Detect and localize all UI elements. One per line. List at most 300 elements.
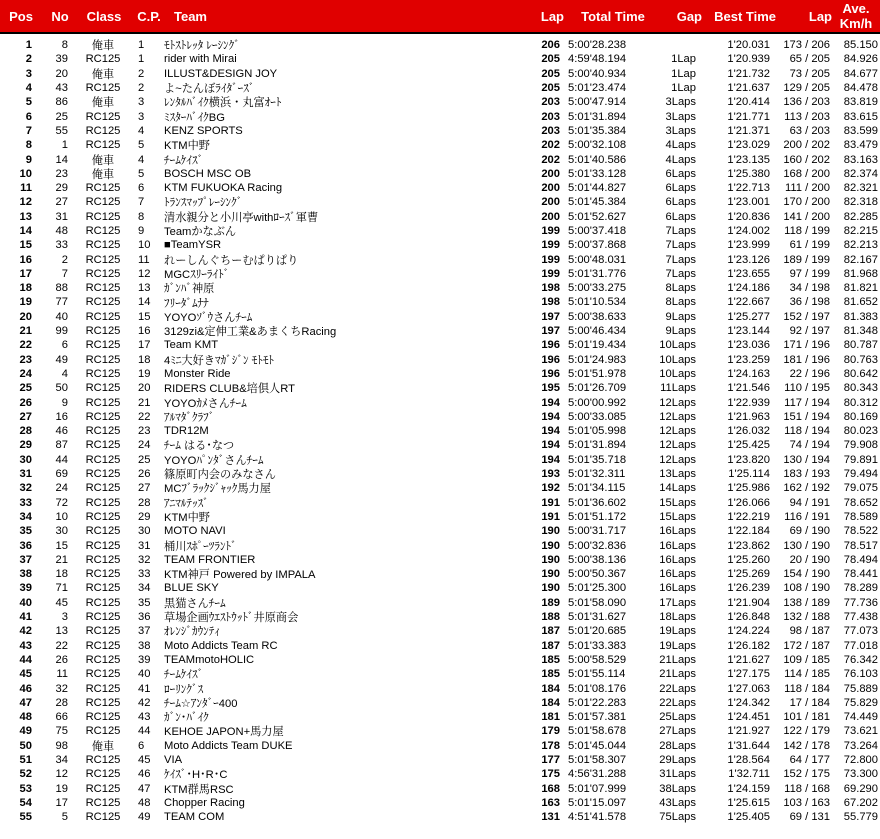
cell-best-lap: 36 / 198: [789, 296, 830, 309]
cell-pos: 44: [19, 653, 32, 666]
cell-best-lap: 170 / 200: [783, 196, 830, 209]
cell-gap: 12Laps: [659, 439, 696, 452]
cell-average: 82.374: [843, 167, 878, 180]
cell-cp: 45: [138, 753, 151, 766]
cell-gap: 16Laps: [659, 539, 696, 552]
cell-team: Moto Addicts Team RC: [164, 639, 278, 652]
cell-gap: 10Laps: [659, 367, 696, 380]
cell-cp: 5: [138, 139, 145, 152]
cell-pos: 3: [25, 67, 32, 80]
cell-team: れーしんぐちーむぱりぱり: [164, 254, 299, 267]
cell-cp: 31: [138, 539, 151, 552]
cell-total-time: 5:01'36.602: [568, 496, 627, 509]
cell-pos: 22: [19, 339, 32, 352]
cell-class: RC125: [85, 782, 121, 795]
cell-cp: 8: [138, 210, 145, 223]
cell-average: 78.589: [843, 510, 878, 523]
cell-best-lap: 113 / 203: [784, 110, 830, 123]
cell-total-time: 5:00'00.992: [568, 396, 627, 409]
cell-class: RC125: [85, 582, 121, 595]
cell-total-time: 5:00'28.238: [568, 39, 627, 52]
cell-gap: 27Laps: [659, 725, 696, 738]
cell-gap: 12Laps: [659, 425, 696, 438]
cell-cp: 23: [138, 425, 151, 438]
cell-lap: 194: [541, 425, 560, 438]
table-row: [0, 152, 880, 166]
cell-team: 清水親分と小川亭withﾛｰｽﾞ軍曹: [164, 211, 319, 224]
cell-average: 84.926: [843, 53, 878, 66]
cell-lap: 200: [541, 182, 560, 195]
cell-no: 31: [55, 210, 68, 223]
cell-total-time: 5:01'26.709: [568, 382, 627, 395]
header-ave-label: Ave.: [842, 1, 870, 16]
cell-best-lap: 103 / 163: [783, 796, 830, 809]
cell-cp: 19: [138, 367, 151, 380]
cell-total-time: 5:01'34.115: [568, 482, 626, 495]
cell-total-time: 5:00'50.367: [568, 568, 627, 581]
cell-average: 81.383: [843, 310, 878, 323]
cell-class: 俺車: [91, 40, 115, 53]
cell-no: 9: [61, 396, 68, 409]
cell-class: RC125: [85, 768, 121, 781]
cell-cp: 29: [138, 510, 151, 523]
cell-pos: 40: [19, 596, 32, 609]
table-row: [0, 567, 880, 581]
cell-best-time: 1'27.063: [727, 682, 770, 695]
cell-lap: 179: [541, 725, 560, 738]
table-row: [0, 81, 880, 95]
cell-no: 5: [61, 811, 68, 824]
cell-best-lap: 136 / 203: [783, 96, 830, 109]
cell-lap: 196: [541, 339, 560, 352]
cell-average: 78.652: [843, 496, 878, 509]
table-row: [0, 252, 880, 266]
cell-no: 4: [61, 367, 68, 380]
cell-cp: 40: [138, 668, 151, 681]
cell-team: YOYOｶﾒさんﾁｰﾑ: [164, 397, 247, 410]
table-row: [0, 281, 880, 295]
cell-lap: 197: [541, 325, 560, 338]
cell-best-time: 1'28.564: [727, 753, 770, 766]
cell-pos: 49: [19, 725, 32, 738]
cell-gap: 22Laps: [659, 682, 696, 695]
cell-best-lap: 168 / 200: [783, 167, 830, 180]
table-row: [0, 510, 880, 524]
cell-total-time: 5:00'40.934: [568, 67, 627, 80]
cell-no: 8: [61, 39, 68, 52]
cell-total-time: 5:00'32.836: [568, 539, 627, 552]
table-row: [0, 138, 880, 152]
cell-best-lap: 151 / 194: [783, 410, 830, 423]
cell-gap: 15Laps: [659, 496, 696, 509]
cell-cp: 20: [138, 382, 151, 395]
cell-team: YOYOﾊﾟﾝﾀﾞさんﾁｰﾑ: [164, 454, 264, 467]
cell-no: 55: [55, 124, 68, 137]
table-row: [0, 295, 880, 309]
cell-team: TDR12M: [164, 425, 209, 438]
cell-no: 20: [55, 67, 68, 80]
cell-no: 3: [61, 611, 68, 624]
cell-cp: 4: [138, 153, 145, 166]
cell-team: RIDERS CLUB&培倶人RT: [164, 383, 295, 396]
cell-average: 73.621: [843, 725, 878, 738]
cell-team: ﾁｰﾑ☆ｱﾝﾀﾞｰ400: [164, 697, 238, 710]
cell-total-time: 5:01'33.383: [568, 639, 627, 652]
header-class: Class: [86, 8, 122, 24]
cell-gap: 75Laps: [659, 811, 696, 824]
table-row: [0, 124, 880, 138]
cell-lap: 168: [541, 782, 560, 795]
cell-pos: 6: [25, 110, 32, 123]
cell-team: 草場企画ｳｴｽﾄｳｯﾄﾞ井原商会: [164, 612, 299, 625]
cell-no: 19: [55, 782, 68, 795]
cell-gap: 8Laps: [665, 282, 696, 295]
cell-cp: 5: [138, 167, 145, 180]
cell-pos: 48: [19, 711, 32, 724]
cell-lap: 205: [541, 82, 560, 95]
cell-best-time: 1'23.259: [727, 353, 770, 366]
cell-best-lap: 138 / 189: [783, 596, 830, 609]
cell-class: RC125: [85, 410, 121, 423]
cell-best-time: 1'31.644: [727, 739, 770, 752]
cell-total-time: 5:01'10.534: [568, 296, 627, 309]
cell-average: 73.264: [843, 739, 878, 752]
cell-team: ﾚﾝﾀﾙﾊﾞｲｸ横浜・丸富ｵｰﾄ: [164, 97, 282, 110]
cell-no: 14: [55, 153, 68, 166]
results-table-body: [0, 34, 880, 824]
cell-average: 79.908: [843, 439, 878, 452]
cell-average: 80.787: [843, 339, 878, 352]
cell-total-time: 5:00'32.108: [568, 139, 627, 152]
cell-gap: 1Lap: [671, 53, 696, 66]
cell-lap: 202: [541, 153, 560, 166]
cell-class: RC125: [85, 124, 121, 137]
cell-no: 1: [61, 139, 68, 152]
cell-team: KEHOE JAPON+馬力屋: [164, 726, 284, 739]
cell-team: 篠原町内会のみなさん: [164, 469, 276, 482]
cell-total-time: 5:00'37.418: [568, 225, 627, 237]
cell-team: VIA: [164, 753, 183, 766]
cell-gap: 7Laps: [665, 239, 696, 252]
cell-pos: 32: [19, 482, 32, 495]
cell-lap: 202: [541, 139, 560, 152]
cell-average: 80.343: [843, 382, 878, 395]
table-row: [0, 324, 880, 338]
table-row: [0, 753, 880, 767]
cell-team: Moto Addicts Team DUKE: [164, 739, 293, 752]
cell-average: 76.103: [843, 668, 878, 681]
cell-team: よ~たんぼﾗｲﾀﾞｰｽﾞ: [164, 83, 255, 96]
cell-average: 78.522: [843, 525, 878, 538]
cell-lap: 205: [541, 67, 560, 80]
cell-pos: 21: [19, 325, 32, 338]
table-header: [0, 0, 880, 34]
cell-team: ﾓﾄｽﾄﾚｯﾀ ﾚｰｼﾝｸﾞ: [164, 40, 240, 53]
cell-total-time: 5:01'33.128: [568, 167, 627, 180]
cell-best-lap: 92 / 197: [789, 325, 830, 338]
cell-team: KENZ SPORTS: [164, 124, 243, 137]
cell-best-lap: 98 / 187: [789, 625, 830, 638]
cell-best-lap: 73 / 205: [789, 67, 830, 80]
cell-cp: 7: [138, 196, 145, 209]
cell-average: 80.312: [843, 396, 878, 409]
cell-total-time: 5:01'32.311: [568, 468, 626, 481]
cell-class: RC125: [85, 496, 121, 509]
cell-average: 81.348: [843, 325, 878, 338]
cell-lap: 198: [541, 296, 560, 309]
cell-no: 66: [55, 711, 68, 724]
cell-best-lap: 129 / 205: [783, 82, 830, 95]
cell-team: BOSCH MSC OB: [164, 167, 252, 180]
cell-gap: 9Laps: [665, 310, 696, 323]
cell-best-time: 1'24.186: [727, 282, 770, 295]
cell-best-lap: 20 / 190: [789, 553, 830, 566]
cell-class: RC125: [85, 525, 121, 538]
cell-pos: 42: [19, 625, 32, 638]
cell-cp: 16: [138, 325, 151, 338]
cell-team: ｱﾆﾏﾙﾃｯｽﾞ: [164, 497, 209, 510]
table-row: [0, 681, 880, 695]
cell-best-lap: 130 / 194: [783, 453, 830, 466]
cell-class: RC125: [85, 668, 121, 681]
cell-best-time: 1'21.771: [727, 110, 770, 123]
cell-lap: 206: [541, 39, 560, 52]
cell-class: RC125: [85, 468, 121, 481]
cell-cp: 41: [138, 682, 151, 695]
cell-total-time: 5:01'58.307: [568, 753, 627, 766]
table-row: [0, 767, 880, 781]
cell-best-time: 1'25.260: [727, 553, 770, 566]
cell-lap: 190: [541, 553, 560, 566]
cell-cp: 15: [138, 310, 151, 323]
cell-total-time: 5:00'38.136: [568, 553, 627, 566]
cell-average: 84.478: [843, 82, 878, 95]
cell-best-lap: 154 / 190: [783, 568, 830, 581]
cell-gap: 10Laps: [659, 353, 696, 366]
table-row: [0, 581, 880, 595]
cell-cp: 6: [138, 739, 145, 752]
cell-total-time: 5:01'15.097: [568, 796, 627, 809]
cell-class: 俺車: [91, 168, 115, 181]
cell-best-lap: 110 / 195: [784, 382, 830, 395]
cell-total-time: 5:01'55.114: [568, 668, 626, 681]
cell-best-time: 1'25.425: [727, 439, 770, 452]
cell-average: 67.202: [843, 796, 878, 809]
table-row: [0, 438, 880, 452]
cell-pos: 39: [19, 582, 32, 595]
cell-best-time: 1'24.163: [727, 367, 770, 380]
cell-best-time: 1'32.711: [728, 768, 770, 781]
cell-no: 25: [55, 110, 68, 123]
cell-lap: 175: [541, 768, 560, 781]
cell-no: 16: [55, 410, 68, 423]
cell-best-lap: 132 / 188: [783, 611, 830, 624]
cell-gap: 3Laps: [665, 96, 696, 109]
cell-class: RC125: [85, 382, 121, 395]
cell-gap: 8Laps: [665, 296, 696, 309]
cell-pos: 33: [19, 496, 32, 509]
cell-pos: 27: [19, 410, 32, 423]
cell-best-time: 1'26.066: [727, 496, 770, 509]
cell-best-time: 1'23.820: [727, 453, 770, 466]
cell-team: ﾁｰﾑ はる･なつ: [164, 440, 235, 453]
cell-no: 24: [55, 482, 68, 495]
cell-gap: 22Laps: [659, 696, 696, 709]
table-row: [0, 181, 880, 195]
cell-pos: 54: [19, 796, 32, 809]
cell-team: TEAMmotoHOLIC: [164, 653, 255, 666]
header-best-time: Best Time: [714, 8, 776, 24]
cell-class: RC125: [85, 711, 121, 724]
table-row: [0, 610, 880, 624]
cell-gap: 7Laps: [665, 267, 696, 280]
cell-no: 88: [55, 282, 68, 295]
cell-gap: 1Lap: [671, 82, 696, 95]
cell-team: ｶﾞﾝ･ﾊﾞｲｸ: [164, 712, 209, 725]
cell-cp: 18: [138, 353, 151, 366]
cell-average: 77.438: [843, 611, 878, 624]
cell-class: RC125: [85, 453, 121, 466]
table-row: [0, 453, 880, 467]
cell-class: RC125: [85, 110, 121, 123]
cell-no: 39: [55, 53, 68, 66]
cell-best-lap: 173 / 206: [783, 39, 830, 52]
cell-cp: 9: [138, 225, 145, 237]
cell-total-time: 5:01'58.090: [568, 596, 627, 609]
cell-lap: 193: [541, 468, 560, 481]
cell-no: 32: [55, 682, 68, 695]
cell-cp: 33: [138, 568, 151, 581]
table-row: [0, 596, 880, 610]
cell-best-lap: 152 / 197: [783, 310, 830, 323]
cell-total-time: 5:00'46.434: [568, 325, 627, 338]
cell-best-time: 1'21.546: [727, 382, 770, 395]
cell-cp: 30: [138, 525, 151, 538]
header-ave-unit: Km/h: [839, 16, 873, 31]
cell-average: 74.449: [843, 711, 878, 724]
cell-cp: 32: [138, 553, 151, 566]
cell-team: ﾐｽﾀｰﾊﾞｲｸBG: [164, 111, 225, 124]
cell-average: 75.889: [843, 682, 878, 695]
table-row: [0, 395, 880, 409]
cell-cp: 49: [138, 811, 151, 824]
table-row: [0, 553, 880, 567]
cell-cp: 4: [138, 124, 145, 137]
cell-no: 77: [55, 296, 68, 309]
cell-pos: 15: [19, 239, 32, 252]
cell-no: 69: [55, 468, 68, 481]
cell-best-lap: 183 / 193: [783, 468, 830, 481]
cell-gap: 13Laps: [659, 468, 696, 481]
table-row: [0, 624, 880, 638]
cell-team: 3129zi&定伸工業&あまくちRacing: [164, 326, 337, 339]
cell-best-time: 1'21.927: [727, 725, 770, 738]
cell-cp: 3: [138, 96, 145, 109]
cell-best-time: 1'26.182: [727, 639, 770, 652]
cell-team: 4ﾐﾆ大好きﾏｶﾞｼﾞﾝ ﾓﾄﾓﾄ: [164, 354, 275, 367]
table-row: [0, 353, 880, 367]
cell-no: 98: [55, 739, 68, 752]
cell-total-time: 5:01'07.999: [568, 782, 627, 795]
cell-average: 81.968: [843, 267, 878, 280]
cell-class: RC125: [85, 396, 121, 409]
cell-lap: 190: [541, 582, 560, 595]
table-row: [0, 724, 880, 738]
cell-team: Chopper Racing: [164, 796, 245, 809]
cell-lap: 191: [541, 496, 560, 509]
cell-no: 33: [55, 239, 68, 252]
cell-gap: 43Laps: [659, 796, 696, 809]
cell-best-time: 1'21.904: [727, 596, 770, 609]
cell-average: 77.073: [843, 625, 878, 638]
cell-best-time: 1'26.032: [727, 425, 770, 438]
cell-gap: 25Laps: [659, 711, 696, 724]
cell-gap: 19Laps: [659, 639, 696, 652]
table-row: [0, 195, 880, 209]
cell-no: 28: [55, 696, 68, 709]
cell-class: RC125: [85, 596, 121, 609]
cell-best-lap: 200 / 202: [783, 139, 830, 152]
header-cp: C.P.: [137, 8, 161, 24]
cell-cp: 14: [138, 296, 151, 309]
cell-cp: 36: [138, 611, 151, 624]
cell-team: Team KMT: [164, 339, 219, 352]
cell-lap: 203: [541, 124, 560, 137]
cell-lap: 188: [541, 611, 560, 624]
cell-team: ﾛｰﾘﾝｸﾞｽ: [164, 683, 204, 696]
cell-lap: 194: [541, 453, 560, 466]
cell-best-time: 1'20.414: [727, 96, 770, 109]
cell-best-time: 1'22.939: [727, 396, 770, 409]
cell-best-lap: 141 / 200: [783, 210, 830, 223]
cell-class: RC125: [85, 196, 121, 209]
cell-average: 80.169: [843, 410, 878, 423]
cell-lap: 187: [541, 625, 560, 638]
cell-average: 79.075: [843, 482, 878, 495]
cell-no: 11: [56, 668, 68, 681]
cell-best-lap: 118 / 168: [784, 782, 830, 795]
cell-lap: 131: [541, 811, 560, 824]
cell-best-time: 1'25.114: [728, 468, 770, 481]
table-row: [0, 210, 880, 224]
table-row: [0, 467, 880, 481]
cell-class: RC125: [85, 725, 121, 738]
cell-best-time: 1'23.001: [727, 196, 770, 209]
cell-average: 72.800: [843, 753, 878, 766]
table-row: [0, 67, 880, 81]
cell-average: 79.494: [843, 468, 878, 481]
cell-no: 18: [55, 568, 68, 581]
table-row: [0, 410, 880, 424]
cell-pos: 5: [25, 96, 32, 109]
table-row: [0, 638, 880, 652]
cell-total-time: 5:01'31.627: [568, 611, 627, 624]
cell-total-time: 5:00'48.031: [568, 253, 627, 266]
table-row: [0, 667, 880, 681]
cell-no: 30: [55, 525, 68, 538]
cell-cp: 12: [138, 267, 151, 280]
cell-average: 55.779: [843, 811, 878, 824]
cell-cp: 27: [138, 482, 151, 495]
cell-pos: 38: [19, 568, 32, 581]
cell-gap: 16Laps: [659, 525, 696, 538]
cell-team: rider with Mirai: [164, 53, 237, 66]
cell-no: 71: [55, 582, 68, 595]
cell-total-time: 5:01'35.718: [568, 453, 627, 466]
cell-class: RC125: [85, 353, 121, 366]
cell-cp: 24: [138, 439, 151, 452]
cell-gap: 4Laps: [665, 153, 696, 166]
